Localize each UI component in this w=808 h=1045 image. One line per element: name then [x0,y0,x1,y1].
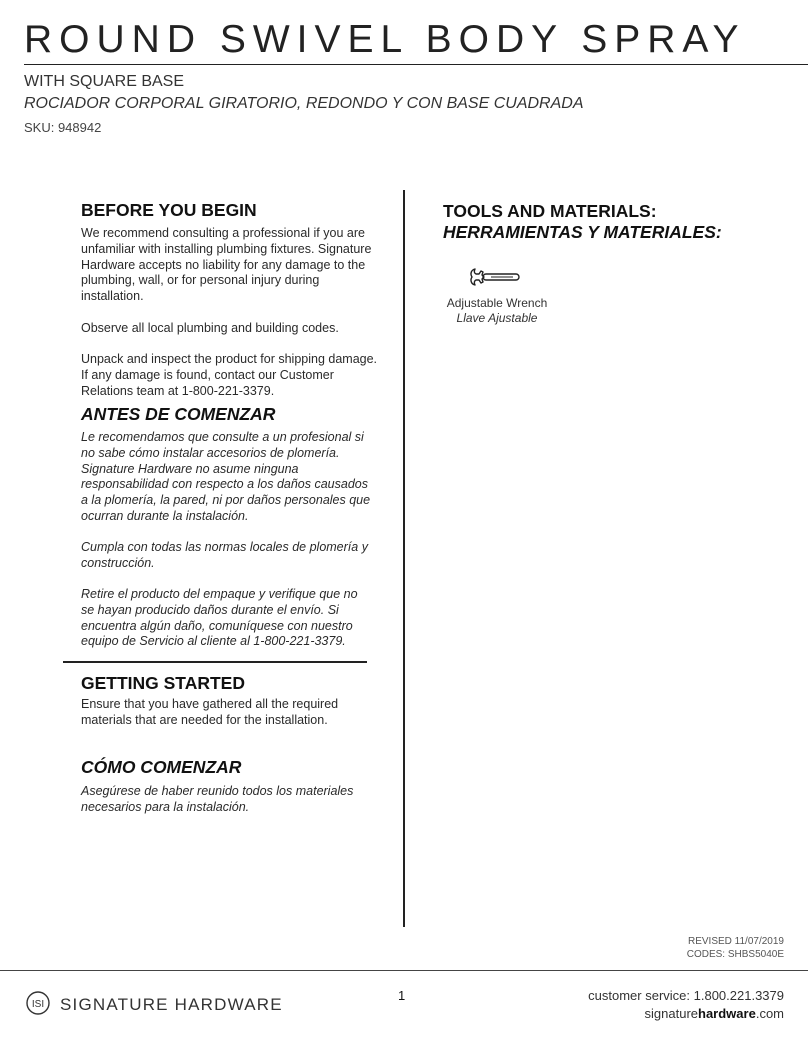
getting-started-heading: GETTING STARTED [81,673,245,693]
website-link[interactable] [645,1006,784,1021]
antes-de-comenzar-heading: ANTES DE COMENZAR [81,404,276,424]
website-bold: hardware [698,1006,756,1021]
adjustable-wrench-icon [469,266,523,288]
before-paragraph-2: Observe all local plumbing and building codes. [81,321,339,335]
document-title: ROUND SWIVEL BODY SPRAY [24,18,746,61]
como-comenzar-paragraph: Asegúrese de haber reunido todos los materiales necesarios para la instalación. [81,784,354,814]
before-paragraph-1: We recommend consulting a professional if you are unfamiliar with installing plumbing fixtures. Signature Hardware accepts no liability for any damage to the plumbing, wall, or for personal injury during installation. [81,226,372,304]
document-subtitle-es: ROCIADOR CORPORAL GIRATORIO, REDONDO Y CON BASE CUADRADA [24,95,584,112]
website-suffix: .com [755,1006,784,1021]
section-divider [63,661,367,663]
antes-paragraph-1: Le recomendamos que consulte a un profesional si no sabe cómo instalar accesorios de plomería. Signature Hardware no asume ninguna responsabilidad con respecto a los daños causados a la plomería, la pared, ni por daños personales que ocurran durante la instalación. [81,430,371,523]
website-prefix: signature [644,1006,699,1021]
antes-paragraph-2: Cumpla con todas las normas locales de plomería y construcción. [81,540,368,570]
brand-name: SIGNATURE HARDWARE [60,995,283,1014]
tool-label-adjustable-wrench-es: Llave Ajustable [456,311,538,325]
document-codes: CODES: SHBS5040E [686,949,784,960]
footer-divider [0,970,808,971]
antes-paragraph-3: Retire el producto del empaque y verifique que no se hayan producido daños durante el envío. Si encuentra algún daño, comuníquese con nuestro equipo de Servicio al cliente al 1-800-221-3379. [81,587,358,649]
document-subtitle: WITH SQUARE BASE [24,73,185,90]
tool-label-adjustable-wrench: Adjustable Wrench [446,296,548,310]
como-comenzar-heading: CÓMO COMENZAR [81,757,242,777]
tools-heading: TOOLS AND MATERIALS: [443,201,657,221]
revised-date: REVISED 11/07/2019 [688,936,784,947]
logo-text: ISI [31,999,45,1010]
title-divider [24,64,808,65]
tools-heading-block [443,201,783,243]
getting-started-paragraph: Ensure that you have gathered all the required materials that are needed for the installation. [81,697,339,727]
page-number: 1 [398,988,406,1003]
before-paragraph-3: Unpack and inspect the product for shipping damage. If any damage is found, contact our Customer Relations team at 1-800-221-3379. [81,352,378,398]
signature-hardware-logo-icon [26,991,50,1015]
customer-service-phone: customer service: 1.800.221.3379 [588,988,784,1003]
before-you-begin-heading: BEFORE YOU BEGIN [81,200,257,220]
column-divider [403,190,405,927]
tools-heading-es: HERRAMIENTAS Y MATERIALES: [443,222,722,242]
sku-label: SKU: 948942 [24,120,102,135]
